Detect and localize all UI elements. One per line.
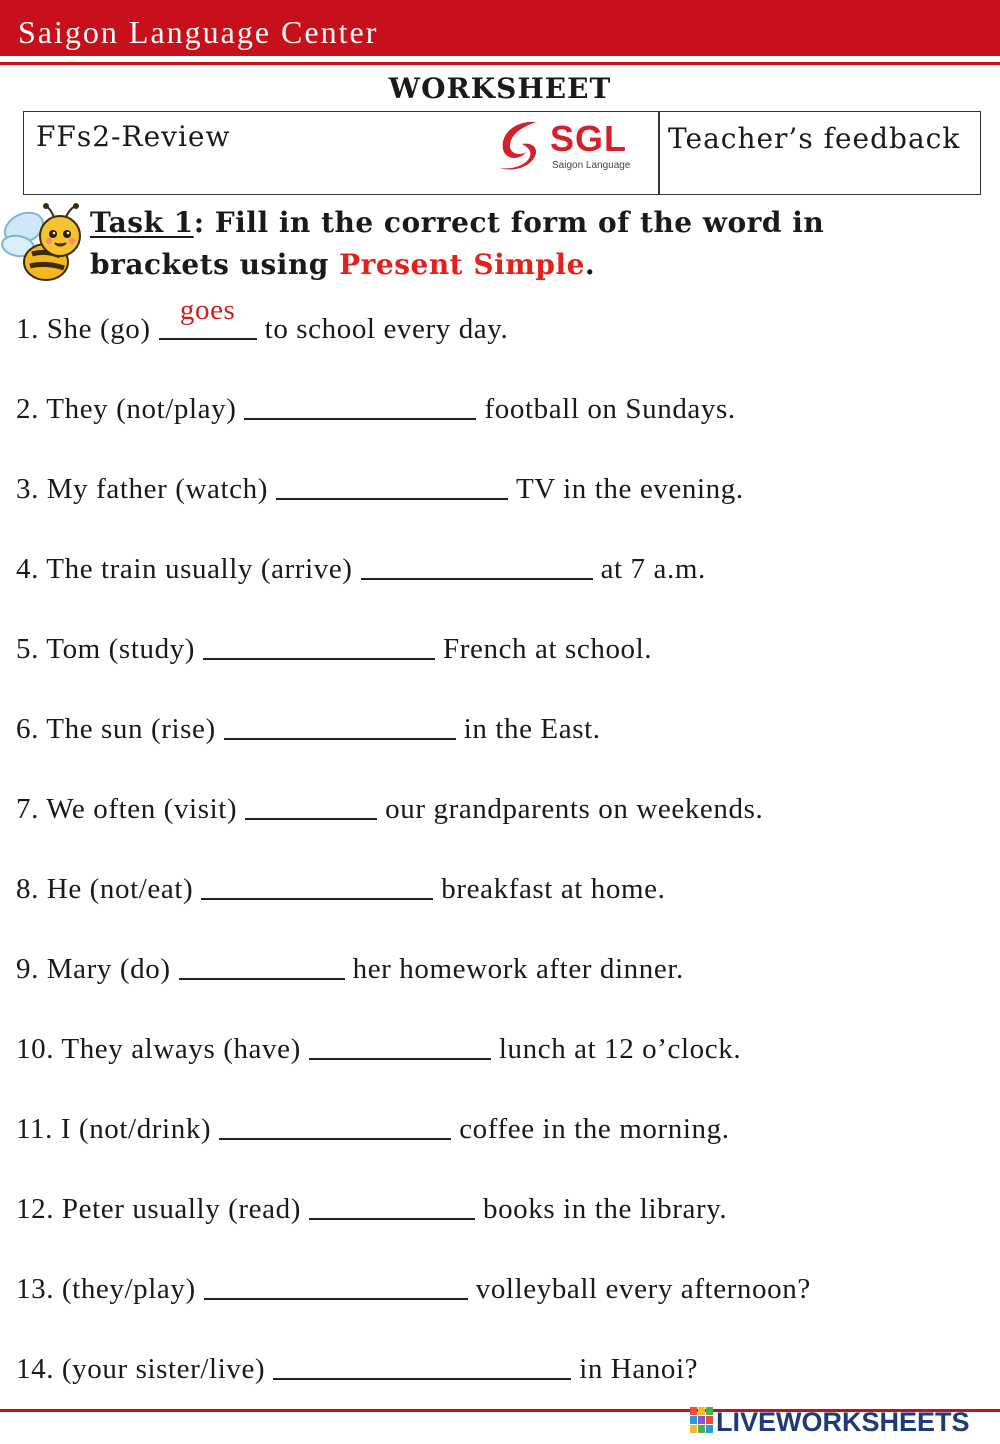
question-prompt: 11. I (not/drink) [16,1113,212,1145]
logo-text: SGL [550,118,628,159]
question-prompt: 1. She (go) [16,313,151,345]
question-prompt: 7. We often (visit) [16,793,238,825]
question-prompt: 4. The train usually (arrive) [16,553,353,585]
question-12 [16,1186,727,1226]
liveworksheets-text: LIVEWORKSHEETS [716,1407,970,1437]
question-rest: our grandparents on weekends. [385,793,764,825]
question-prompt: 5. Tom (study) [16,633,196,665]
answer-blank[interactable] [179,948,345,980]
answer-blank[interactable] [276,468,508,500]
answer-blank[interactable] [309,1028,491,1060]
sgl-swoosh-icon [492,116,552,174]
question-prompt: 12. Peter usually (read) [16,1193,301,1225]
question-rest: in Hanoi? [579,1353,699,1385]
worksheet-title: WORKSHEET [388,72,612,105]
answer-blank[interactable] [224,708,456,740]
question-rest: in the East. [463,713,601,745]
question-14 [16,1346,698,1386]
task-instruction-end: . [584,248,596,281]
question-11 [16,1106,730,1146]
info-divider [658,112,660,194]
header-divider [0,62,1000,65]
question-rest: TV in the evening. [515,473,744,505]
liveworksheets-logo[interactable] [690,1405,990,1437]
question-3 [16,466,744,506]
answer-blank[interactable] [203,628,435,660]
answer-text: goes [179,294,236,326]
question-prompt: 3. My father (watch) [16,473,268,505]
question-prompt: 10. They always (have) [16,1033,301,1065]
task-instruction-text: : Fill in the correct form of the word in brackets using [90,206,825,281]
task-instruction [90,202,970,286]
answer-blank[interactable] [245,788,377,820]
question-9 [16,946,684,986]
header-bar [0,0,1000,56]
question-rest: at 7 a.m. [600,553,706,585]
question-rest: to school every day. [264,313,509,345]
question-13 [16,1266,811,1306]
liveworksheets-icon [690,1407,714,1435]
course-name: FFs2-Review [36,120,231,153]
answer-blank[interactable] [204,1268,468,1300]
answer-blank[interactable] [201,868,433,900]
question-6 [16,706,601,746]
question-10 [16,1026,741,1066]
question-prompt: 2. They (not/play) [16,393,237,425]
sgl-logo [492,116,652,176]
teacher-feedback-label: Teacher’s feedback [668,122,961,155]
tense-highlight: Present Simple [339,248,585,281]
answer-blank[interactable] [244,388,476,420]
logo-subtext: Saigon Language [552,160,631,171]
question-rest: football on Sundays. [484,393,736,425]
bee-icon [0,200,88,290]
info-box [23,111,981,195]
question-2 [16,386,736,426]
question-8 [16,866,665,906]
question-rest: volleyball every afternoon? [475,1273,811,1305]
question-rest: French at school. [443,633,653,665]
question-prompt: 8. He (not/eat) [16,873,194,905]
question-prompt: 13. (they/play) [16,1273,196,1305]
question-5 [16,626,652,666]
question-prompt: 6. The sun (rise) [16,713,216,745]
question-rest: breakfast at home. [441,873,666,905]
question-4 [16,546,706,586]
question-rest: lunch at 12 o’clock. [498,1033,742,1065]
answer-blank[interactable] [309,1188,475,1220]
question-prompt: 9. Mary (do) [16,953,171,985]
question-7 [16,786,763,826]
brand-name: Saigon Language Center [18,14,379,50]
answer-blank[interactable] [159,294,257,340]
question-rest: books in the library. [482,1193,728,1225]
answer-blank[interactable] [219,1108,451,1140]
answer-blank[interactable] [273,1348,571,1380]
question-prompt: 14. (your sister/live) [16,1353,266,1385]
task-label: Task 1 [90,206,194,239]
question-rest: coffee in the morning. [459,1113,730,1145]
question-1 [16,294,509,346]
question-rest: her homework after dinner. [352,953,684,985]
answer-blank[interactable] [361,548,593,580]
